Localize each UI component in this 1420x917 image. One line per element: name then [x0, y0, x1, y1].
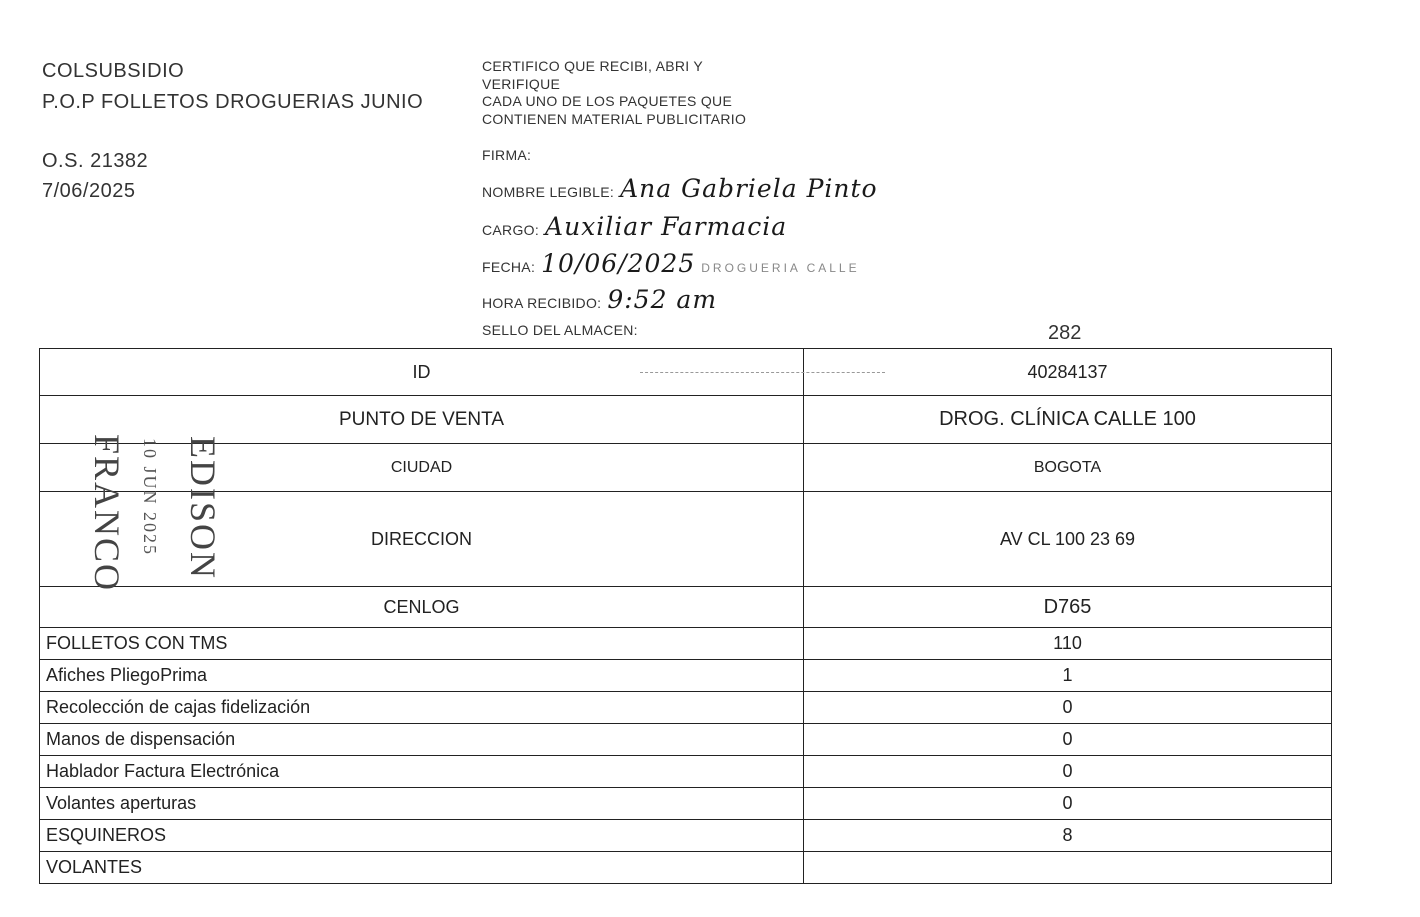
position-line [482, 212, 787, 241]
receiver-stamp-right: EDISON [183, 436, 223, 580]
row-label: VOLANTES [40, 852, 804, 884]
cert-line: CONTIENEN MATERIAL PUBLICITARIO [482, 110, 747, 127]
table-row [40, 660, 1332, 692]
date-label: FECHA: [482, 259, 536, 275]
receiver-stamp-left: FRANCO [87, 434, 127, 593]
page-number: 282 [1048, 322, 1082, 344]
row-label: Afiches PliegoPrima [40, 660, 804, 692]
receiving-date-stamp: 10 JUN 2025 [140, 438, 160, 557]
table-row [40, 628, 1332, 660]
time-value: 9:52 am [607, 285, 718, 314]
signature-line [482, 147, 531, 163]
table-row [40, 756, 1332, 788]
delivery-table [39, 348, 1332, 884]
name-line [482, 174, 878, 203]
table-row [40, 820, 1332, 852]
warehouse-seal-label: SELLO DEL ALMACEN: [482, 322, 638, 338]
signature-label: FIRMA: [482, 147, 532, 163]
row-label: DIRECCION [40, 492, 804, 587]
company-name: COLSUBSIDIO [42, 60, 185, 82]
date-line [482, 249, 860, 278]
table-row [40, 444, 1332, 492]
row-value: 40284137 [804, 349, 1332, 396]
row-label: ESQUINEROS [40, 820, 804, 852]
stamp-overlay-text: DROGUERIA CALLE [701, 261, 860, 275]
row-value: 0 [804, 692, 1332, 724]
row-label: CENLOG [40, 587, 804, 628]
table-row [40, 852, 1332, 884]
row-value: 0 [804, 756, 1332, 788]
row-value: D765 [804, 587, 1332, 628]
row-label: Hablador Factura Electrónica [40, 756, 804, 788]
cert-line: VERIFIQUE [482, 75, 561, 92]
warehouse-seal-line [482, 322, 638, 338]
table-row [40, 492, 1332, 587]
cert-line: CADA UNO DE LOS PAQUETES QUE [482, 93, 733, 109]
position-value: Auxiliar Farmacia [545, 212, 788, 241]
document-header [42, 56, 423, 206]
order-number: O.S. 21382 [42, 150, 149, 172]
table-row [40, 396, 1332, 444]
date-value: 10/06/2025 [541, 249, 696, 278]
row-label: PUNTO DE VENTA [40, 396, 804, 444]
name-label: NOMBRE LEGIBLE: [482, 184, 615, 200]
table-row [40, 692, 1332, 724]
row-value: BOGOTA [804, 444, 1332, 492]
table-row [40, 788, 1332, 820]
time-label: HORA RECIBIDO: [482, 295, 602, 311]
row-label: Manos de dispensación [40, 724, 804, 756]
row-label: CIUDAD [40, 444, 804, 492]
row-value: AV CL 100 23 69 [804, 492, 1332, 587]
name-value: Ana Gabriela Pinto [620, 174, 878, 203]
document-date: 7/06/2025 [42, 180, 136, 202]
row-value: 1 [804, 660, 1332, 692]
cert-line: CERTIFICO QUE RECIBI, ABRI Y [482, 58, 704, 74]
table-row [40, 724, 1332, 756]
row-value: DROG. CLÍNICA CALLE 100 [804, 396, 1332, 444]
row-value: 0 [804, 788, 1332, 820]
campaign-title: P.O.P FOLLETOS DROGUERIAS JUNIO [42, 91, 424, 113]
row-value: 110 [804, 628, 1332, 660]
order-block [42, 146, 423, 206]
row-label: FOLLETOS CON TMS [40, 628, 804, 660]
row-value: 0 [804, 724, 1332, 756]
row-label: ID [40, 349, 804, 396]
row-label: Volantes aperturas [40, 788, 804, 820]
stamp-dash-line [640, 372, 885, 373]
time-line [482, 285, 717, 314]
row-label: Recolección de cajas fidelización [40, 692, 804, 724]
certification-statement [482, 58, 746, 128]
row-value: 8 [804, 820, 1332, 852]
row-value [804, 852, 1332, 884]
table-row [40, 587, 1332, 628]
position-label: CARGO: [482, 222, 540, 238]
